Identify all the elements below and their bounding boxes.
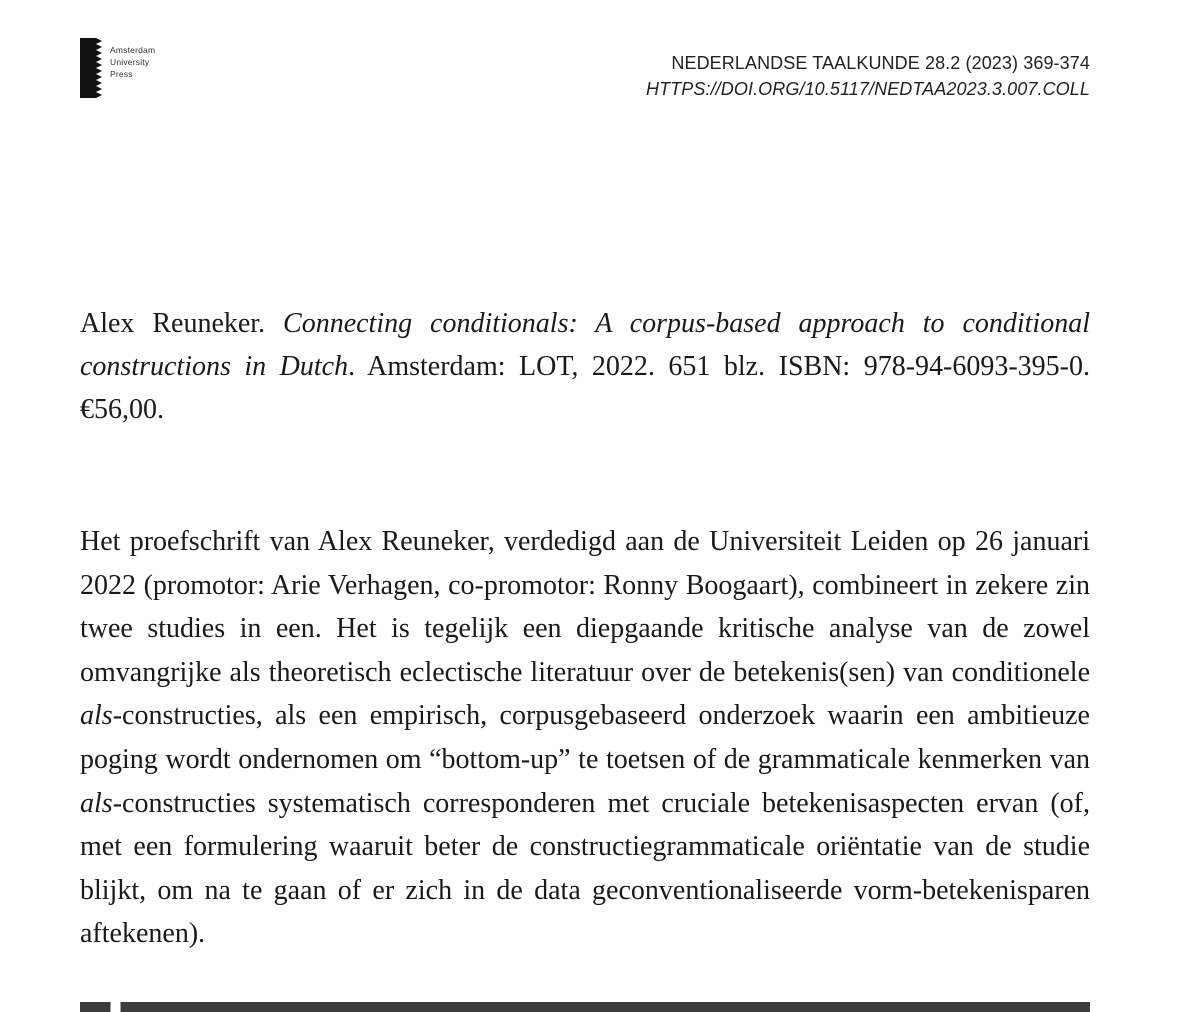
paragraph-text-2: -constructies, als een empirisch, corpusgebaseerd onderzoek waarin een ambitieuze poging wordt ondernomen om “bottom-up” te toetsen of de grammaticale kenmerken van	[80, 700, 1090, 775]
emphasis-als-1: als	[80, 700, 113, 732]
logo-line-1: Amsterdam	[110, 45, 156, 55]
citation-title: Connecting conditionals: A corpus-based approach to conditional constructions in Dutch	[80, 308, 1090, 382]
logo-line-3: Press	[110, 69, 133, 79]
journal-info	[646, 50, 1090, 102]
cut-off-text-glyphs	[80, 1002, 1090, 1012]
citation-details: . Amsterdam: LOT, 2022. 651 blz. ISBN: 978-94-6093-395-0. €56,00.	[80, 351, 1091, 425]
cut-off-next-line	[80, 996, 1090, 1012]
page-header	[0, 0, 1184, 120]
doi-link[interactable]: HTTPS://DOI.ORG/10.5117/NEDTAA2023.3.007.COLL	[645, 79, 1090, 99]
paragraph-text-3: -constructies systematisch corresponderen met cruciale betekenisaspecten ervan (of, met een formulering waaruit beter de constructiegrammaticale oriëntatie van de studie blijkt, om na te gaan of er zich in de data geconventionaliseerde vorm-betekenisparen aftekenen).	[80, 787, 1090, 950]
citation-author: Alex Reuneker.	[80, 308, 284, 339]
logo-line-2: University	[110, 57, 150, 67]
publisher-logo-icon	[80, 38, 102, 98]
review-paragraph	[80, 520, 1090, 956]
book-citation	[80, 302, 1090, 431]
publisher-logo	[80, 38, 220, 100]
paragraph-text-1: Het proefschrift van Alex Reuneker, verdedigd aan de Universiteit Leiden op 26 januari 2022 (promotor: Arie Verhagen, co-promotor: Ronny Boogaart), combineert in zekere zin twee studies in een. Het is tegelijk een diepgaande kritische analyse van de zowel omvangrijke als theoretisch eclectische literatuur over de betekenis(sen) van conditionele	[80, 526, 1090, 688]
journal-reference: NEDERLANDSE TAALKUNDE 28.2 (2023) 369-374	[671, 53, 1090, 73]
emphasis-als-2: als	[80, 787, 113, 819]
publisher-logo-text	[110, 44, 155, 80]
